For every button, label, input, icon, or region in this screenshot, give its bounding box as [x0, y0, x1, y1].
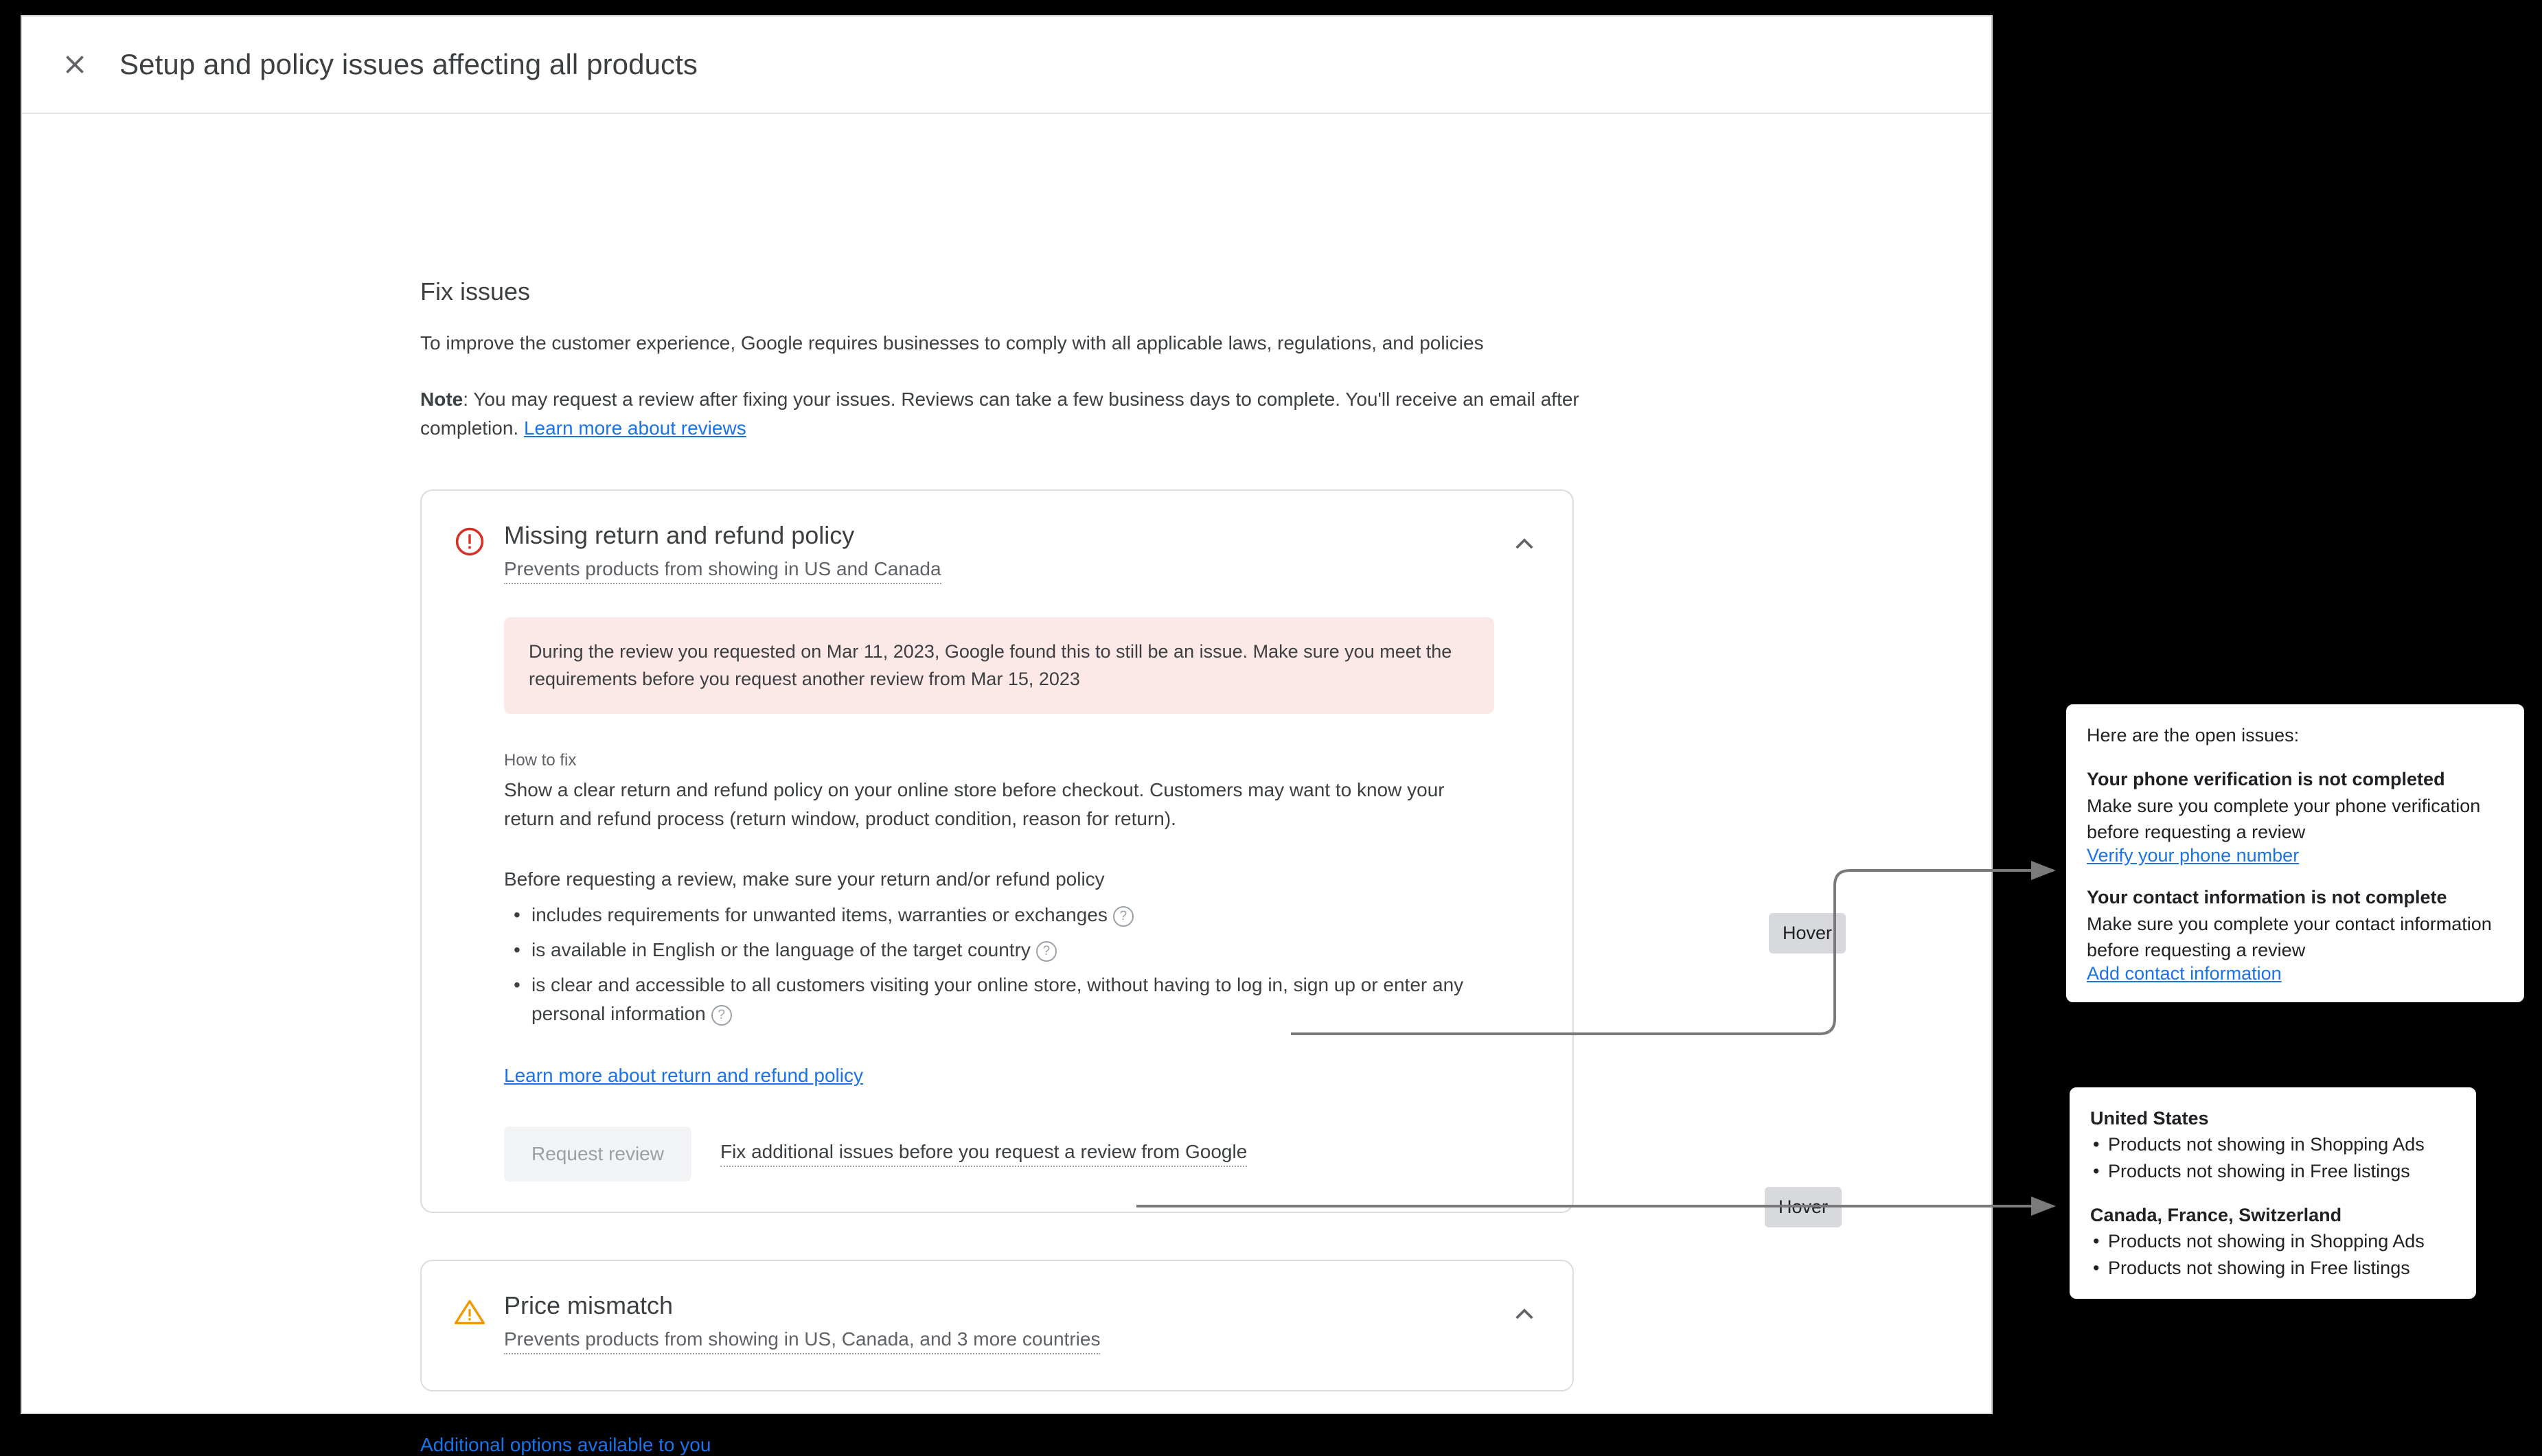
- fix-additional-issues-tooltip-trigger[interactable]: Fix additional issues before you request a review from Google: [720, 1141, 1247, 1167]
- issue-card-heading: [504, 521, 1508, 584]
- countries-tooltip: [2067, 1085, 2479, 1302]
- requirement-text: includes requirements for unwanted items, warranties or exchanges: [531, 903, 1108, 925]
- open-issue-text: Make sure you complete your phone verification before requesting a review: [2087, 795, 2481, 842]
- section-title: Fix issues: [420, 277, 531, 305]
- issue-subtitle[interactable]: Prevents products from showing in US and Canada: [504, 558, 941, 584]
- learn-more-policy-row: [504, 1065, 1541, 1087]
- issue-card-header[interactable]: [453, 1291, 1541, 1354]
- list-item: • Products not showing in Shopping Ads: [2090, 1131, 2455, 1157]
- open-issue-title: Your contact information is not complete: [2087, 887, 2447, 908]
- country-group-title: United States: [2090, 1108, 2209, 1129]
- open-issue-text: Make sure you complete your contact information before requesting a review: [2087, 913, 2492, 960]
- country-group-items: [2090, 1131, 2455, 1184]
- dialog-header: [22, 16, 1991, 114]
- error-circle-icon: [453, 525, 486, 558]
- intro-text: To improve the customer experience, Google requires businesses to comply with all applicable laws, regulations, and policies: [420, 332, 1484, 354]
- note-body: : You may request a review after fixing your issues. Reviews can take a few business days to complete. You'll receive an email after completion.: [420, 388, 1579, 439]
- list-item: • Products not showing in Free listings: [2090, 1255, 2455, 1281]
- issue-card-heading: [504, 1291, 1508, 1354]
- requirement-text: is clear and accessible to all customers visiting your online store, without having to log in, sign up or enter any personal information: [531, 974, 1464, 1024]
- list-item: [504, 936, 1541, 964]
- list-item: • Products not showing in Shopping Ads: [2090, 1228, 2455, 1254]
- list-item: [504, 971, 1541, 1028]
- learn-more-reviews-link[interactable]: Learn more about reviews: [523, 417, 746, 439]
- how-to-fix-label: How to fix: [504, 750, 577, 770]
- review-alert-banner: During the review you requested on Mar 11, 2023, Google found this to still be an issue. Make sure you meet the requirements before you request another review from Mar 15, 2023: [504, 617, 1494, 714]
- verify-phone-number-link[interactable]: Verify your phone number: [2087, 845, 2300, 866]
- list-item: • Products not showing in Free listings: [2090, 1158, 2455, 1184]
- issue-subtitle[interactable]: Prevents products from showing in US, Canada, and 3 more countries: [504, 1328, 1100, 1354]
- warning-triangle-icon: [453, 1295, 486, 1328]
- issue-title: Price mismatch: [504, 1291, 674, 1320]
- country-group-items: [2090, 1228, 2455, 1281]
- help-icon[interactable]: ?: [1036, 941, 1057, 962]
- issue-actions: [504, 1126, 1541, 1181]
- country-group-title: Canada, France, Switzerland: [2090, 1204, 2342, 1225]
- fix-issues-panel: [420, 277, 1588, 1456]
- additional-options-link[interactable]: Additional options available to you: [420, 1434, 711, 1456]
- page-title: Setup and policy issues affecting all products: [119, 48, 698, 80]
- help-icon[interactable]: ?: [711, 1005, 732, 1026]
- list-item: [504, 901, 1541, 929]
- issue-card-header[interactable]: [453, 521, 1541, 584]
- issue-title: Missing return and refund policy: [504, 520, 855, 549]
- chevron-up-icon[interactable]: [1508, 1297, 1541, 1330]
- open-issue-title: Your phone verification is not completed: [2087, 769, 2445, 790]
- note-text: [420, 385, 1581, 443]
- open-issues-tooltip: [2063, 702, 2527, 1005]
- chevron-up-icon[interactable]: [1508, 527, 1541, 559]
- requirements-list: [504, 901, 1541, 1028]
- setup-policy-dialog: [21, 15, 1993, 1456]
- hover-chip: Hover: [1765, 1187, 1842, 1227]
- hover-chip: Hover: [1769, 913, 1846, 954]
- request-review-button[interactable]: Request review: [504, 1126, 691, 1181]
- issue-card-missing-return-policy: [420, 489, 1574, 1214]
- help-icon[interactable]: ?: [1113, 906, 1134, 927]
- open-issues-intro: Here are the open issues:: [2087, 725, 2300, 746]
- requirement-text: is available in English or the language of the target country: [531, 939, 1031, 961]
- close-icon[interactable]: [55, 45, 95, 84]
- before-review-text: Before requesting a review, make sure your return and/or refund policy: [504, 868, 1105, 890]
- add-contact-information-link[interactable]: Add contact information: [2087, 963, 2282, 984]
- learn-more-return-policy-link[interactable]: Learn more about return and refund policy: [504, 1065, 863, 1087]
- note-label: Note: [420, 388, 463, 410]
- issue-card-price-mismatch: [420, 1260, 1574, 1391]
- how-to-fix-text: Show a clear return and refund policy on your online store before checkout. Customers may want to know your return and refund process (return window, product condition, reason for return).: [504, 778, 1445, 829]
